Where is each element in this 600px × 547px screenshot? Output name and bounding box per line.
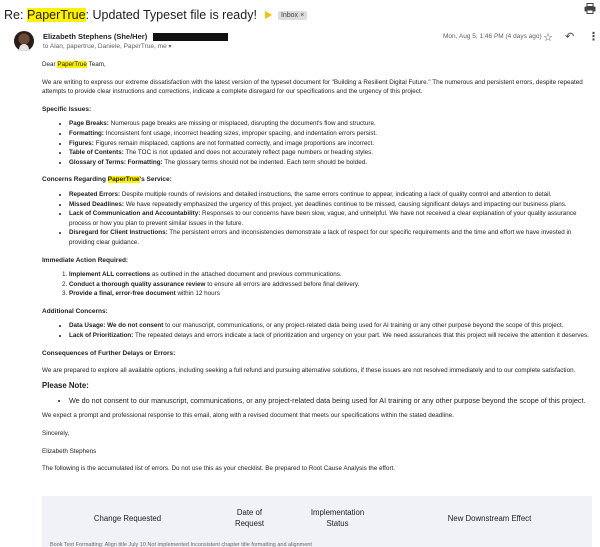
message-date: Mon, Aug 5, 1:46 PM (4 days ago) <box>443 33 542 40</box>
note-heading: Please Note: <box>42 380 89 390</box>
avatar[interactable] <box>14 31 34 51</box>
column-header: Implementation Status <box>310 508 365 528</box>
list-item: • Formatting: Inconsistent font usage, incorrect heading sizes, improper spacing, and indentation errors persist. <box>69 129 594 139</box>
section-heading: Concerns Regarding PaperTrue's Service: <box>42 176 172 184</box>
section-heading: Consequences of Further Delays or Errors: <box>42 349 176 357</box>
message-header <box>10 28 599 56</box>
column-header: Change Requested <box>93 514 162 523</box>
inbox-label[interactable]: Inbox × <box>278 11 307 20</box>
list-item: • Table of Contents: The TOC is not updated and does not accurately reflect page numbers or heading styles. <box>69 148 594 158</box>
consequences-paragraph: We are prepared to explore all available options, including seeking a full refund and pursuing alternative solutions, if these issues are not resolved immediately and to our complete satisfaction. <box>42 367 576 375</box>
list-item: • Page Breaks: Numerous page breaks are missing or misplaced, disrupting the document's flow and structure. <box>69 119 594 129</box>
more-vert-icon[interactable]: ⋮ <box>588 31 599 43</box>
column-header: Date of Request <box>234 508 265 528</box>
chevron-down-icon[interactable]: ▾ <box>168 44 172 50</box>
sender-name[interactable]: Elizabeth Stephens (She/Her) <box>43 32 228 41</box>
subject-row <box>4 5 596 25</box>
email-subject: Re: PaperTrue: Updated Typeset file is ready! <box>4 8 257 22</box>
list-item: • Lack of Prioritization: The repeated delays and errors indicate a lack of prioritization and urgency on your part. We need assurances that this project will receive the attention it deserves. <box>69 331 594 341</box>
reply-icon[interactable]: ↶ <box>565 31 575 43</box>
errors-table <box>42 496 592 547</box>
list-item: • Disregard for Client Instructions: The persistent errors and inconsistencies demonstrate a lack of respect for our specific requirements and the time and effort we have invested in providing clear guidance. <box>69 228 594 247</box>
intro-paragraph: We are writing to express our extreme dissatisfaction with the latest version of the typeset document for "Building a Resilient Digital Future." The numerous and persistent errors, despite repeated attempts to provide clear instructions and corrections, indicate a complete disregard for our specifications and the urgency of this project. <box>42 78 583 96</box>
list-item: 1. Implement ALL corrections as outlined in the attached document and previous communications. <box>69 270 594 280</box>
list-item: • Glossary of Terms: Formatting: The glossary terms should not be indented. Each term should be bolded. <box>69 158 594 168</box>
note-list <box>42 395 594 406</box>
list-item: • Figures: Figures remain misplaced, captions are not formatted correctly, and image proportions are incorrect. <box>69 139 594 149</box>
redacted-email <box>153 33 228 41</box>
errors-intro: The following is the accumulated list of errors. Do not use this as your checklist. Be prepared to Root Cause Analysis the effort. <box>42 465 396 473</box>
action-list <box>42 270 594 299</box>
additional-list <box>42 321 594 340</box>
section-heading: Immediate Action Required: <box>42 256 129 264</box>
printer-icon[interactable] <box>584 3 596 14</box>
list-item: 3. Provide a final, error-free document within 12 hours <box>69 289 594 299</box>
table-row: Book Text Formatting: Align title July 10 Not implemented Inconsistent chapter title formatting and alignment <box>50 542 312 547</box>
list-item: • Repeated Errors: Despite multiple rounds of revisions and detailed instructions, the same errors continue to appear, indicating a lack of quality control and attention to detail. <box>69 190 594 200</box>
column-header: New Downstream Effect <box>447 514 532 523</box>
expect-paragraph: We expect a prompt and professional response to this email, along with a revised document that meets our specifications within the stated deadline. <box>42 412 454 420</box>
list-item: 2. Conduct a thorough quality assurance review to ensure all errors are addressed before final delivery. <box>69 280 594 290</box>
list-item: • Data Usage: We do not consent to our manuscript, communications, or any project-related data being used for AI training or any other purpose beyond the scope of this project. <box>69 321 594 331</box>
signature: Elizabeth Stephens <box>42 447 97 455</box>
email-body <box>42 60 594 474</box>
sign-off: Sincerely, <box>42 430 70 438</box>
section-heading: Specific Issues: <box>42 105 92 113</box>
list-item: • We do not consent to our manuscript, communications, or any project-related data being used for AI training or any other purpose beyond the scope of this project. <box>69 395 594 406</box>
section-heading: Additional Concerns: <box>42 307 108 315</box>
list-item: • Missed Deadlines: We have repeatedly emphasized the urgency of this project, yet deadlines continue to be missed, causing significant delays and impacting our business plans. <box>69 200 594 210</box>
list-item: • Lack of Communication and Accountability: Responses to our concerns have been slow, vague, and unhelpful. We have not received a clear explanation of your quality assurance process or how you plan to prevent similar issues in the future. <box>69 209 594 228</box>
specific-issues-list <box>42 119 594 167</box>
recipients[interactable]: to Alan, papertrue, Daniele, PaperTrue, me ▾ <box>43 43 172 50</box>
star-icon[interactable]: ☆ <box>543 32 553 44</box>
remove-label-icon[interactable]: × <box>300 11 305 19</box>
concerns-list <box>42 190 594 248</box>
important-marker-icon[interactable] <box>265 11 272 19</box>
greeting: Dear PaperTrue Team, <box>42 61 106 68</box>
